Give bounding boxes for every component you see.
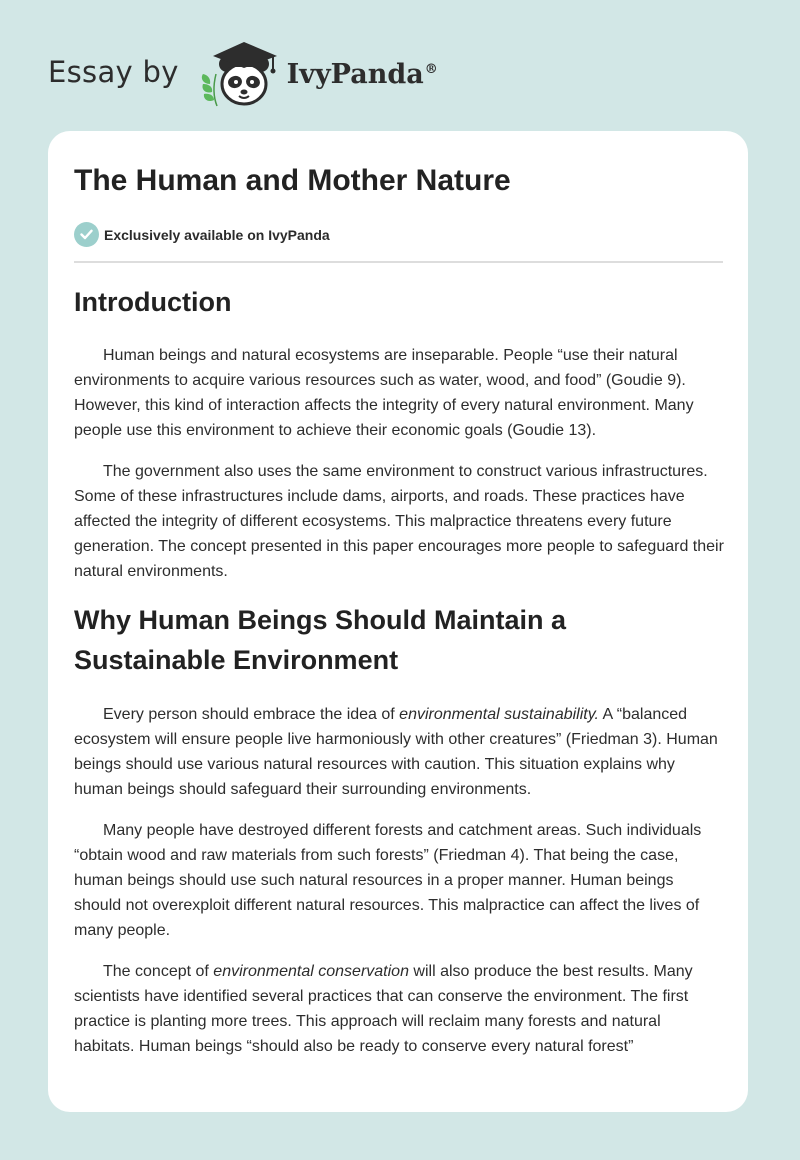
title-divider: [74, 261, 723, 263]
exclusive-badge-text: Exclusively available on IvyPanda: [104, 226, 330, 243]
section-heading-introduction: Introduction: [74, 287, 232, 317]
brand-name[interactable]: IvyPanda®: [286, 58, 438, 90]
essay-card: [48, 131, 748, 1112]
registered-mark: ®: [424, 61, 438, 77]
paragraph: Human beings and natural ecosystems are inseparable. People “use their natural environments to acquire various resources such as water, wood, and food” (Goudie 9). However, this kind of interaction affects the integrity of every natural environment. Many people use this environment to achieve their economic goals (Goudie 13).: [74, 347, 694, 439]
checkmark-icon: [74, 222, 99, 247]
paragraph: The government also uses the same environment to construct various infrastructures. Some of these infrastructures include dams, airports, and roads. These practices have affected the integrity of different ecosystems. This malpractice threatens every future generation. The concept presented in this paper encourages more people to safeguard their natural environments.: [74, 463, 724, 580]
site-header: [48, 34, 438, 110]
paragraph: The concept of environmental conservation will also produce the best results. Many scientists have identified several practices that can conserve the environment. The first practice is planting more trees. This approach will reclaim many forests and natural habitats. Human beings “should also be ready to conserve every natural forest”: [74, 963, 693, 1055]
panda-graduation-cap-icon[interactable]: [193, 34, 285, 110]
essay-by-label: Essay by: [48, 55, 179, 89]
emphasis-text: environmental conservation: [213, 963, 409, 980]
section-heading-sustainable-environment: Why Human Beings Should Maintain a Sustainable Environment: [74, 605, 567, 675]
emphasis-text: environmental sustainability.: [399, 706, 599, 723]
paragraph: Every person should embrace the idea of environmental sustainability. A “balanced ecosystem will ensure people live harmoniously with other creatures” (Friedman 3). Human beings should use various natural resources with caution. This situation explains why human beings should safeguard their surrounding environments.: [74, 706, 718, 798]
paragraph: Many people have destroyed different forests and catchment areas. Such individuals “obtain wood and raw materials from such forests” (Friedman 4). That being the case, human beings should use such natural resources in a proper manner. Human beings should not overexploit different natural resources. This malpractice can affect the lives of many people.: [74, 822, 702, 939]
essay-title: The Human and Mother Nature: [74, 164, 511, 197]
exclusive-badge: [74, 222, 330, 247]
